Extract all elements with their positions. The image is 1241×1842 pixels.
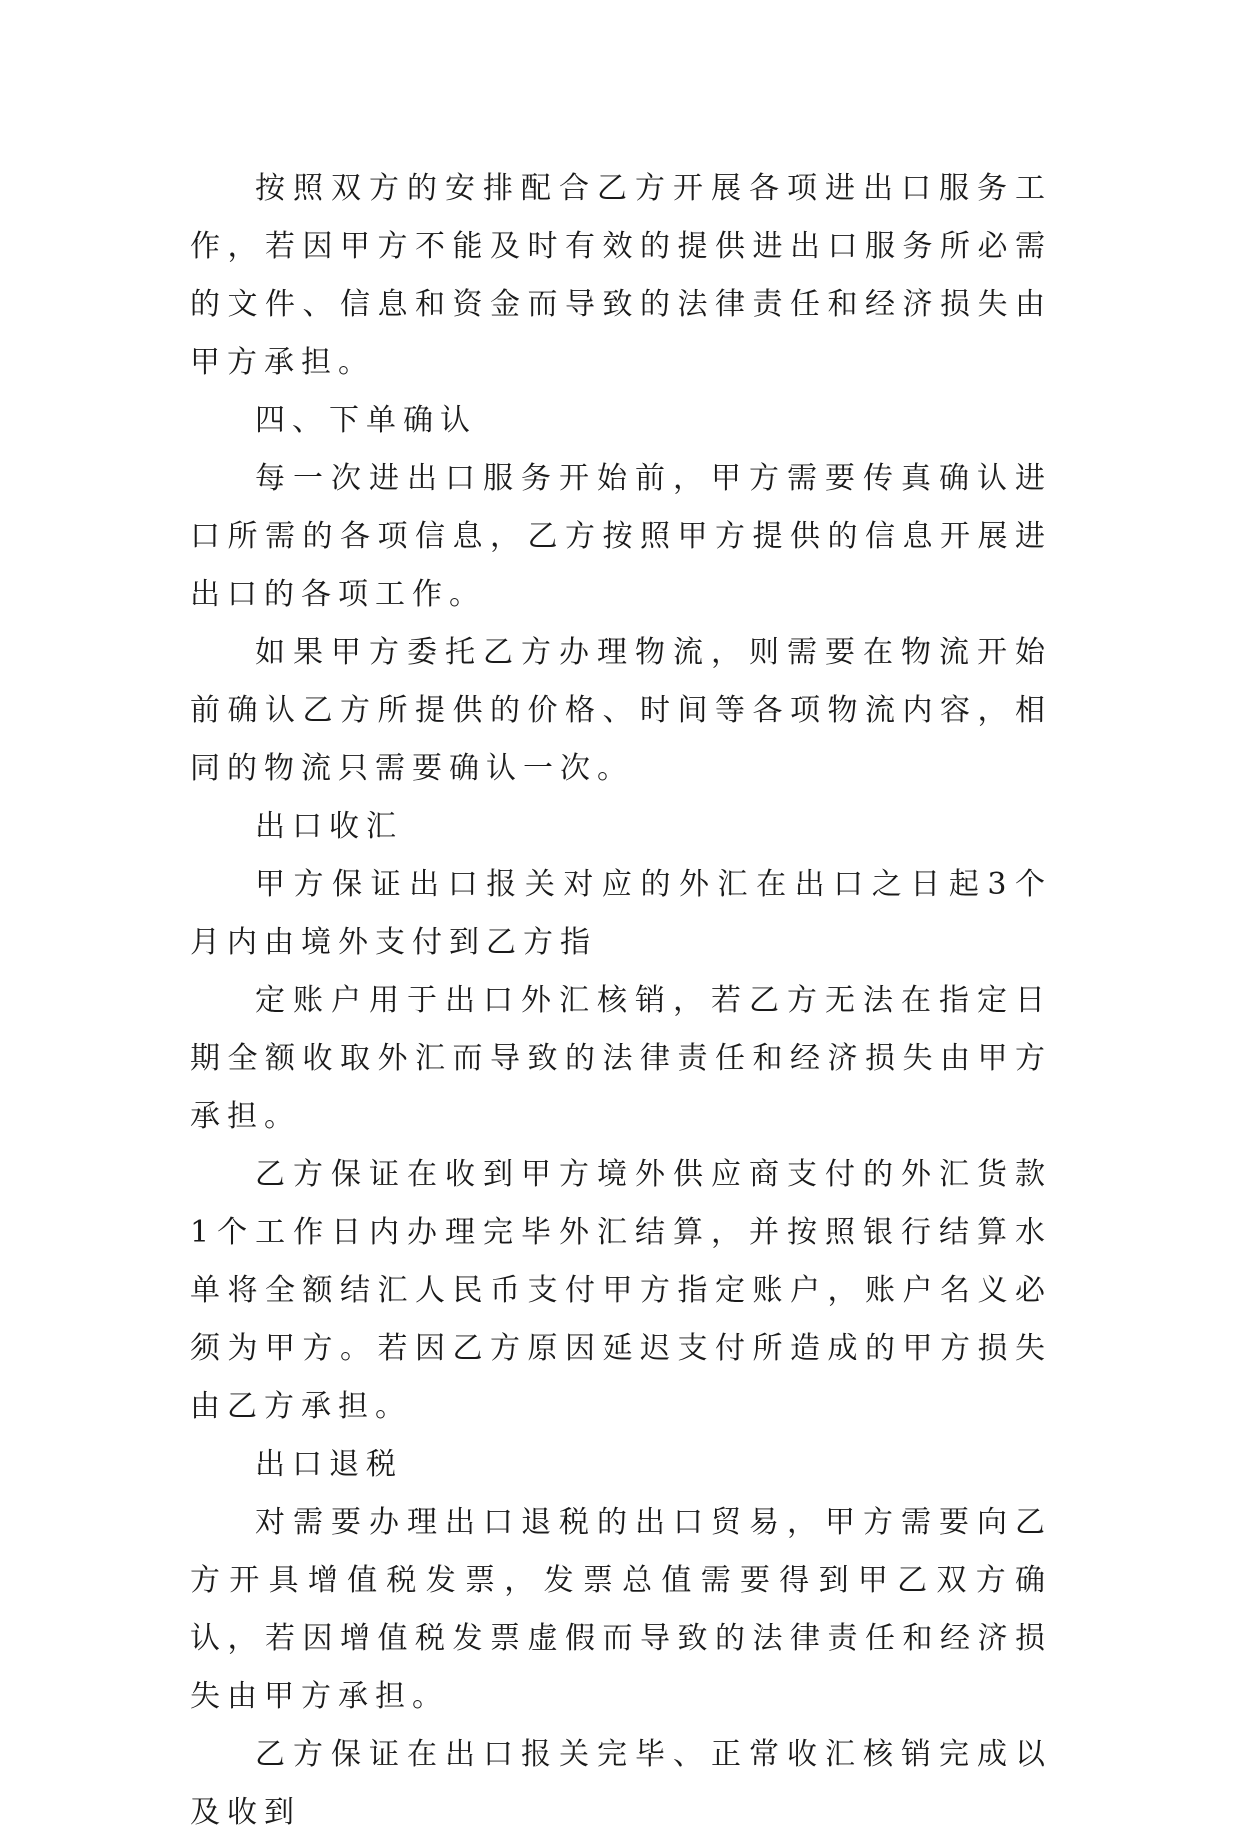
paragraph-foreign-exchange-guarantee: 甲方保证出口报关对应的外汇在出口之日起3个月内由境外支付到乙方指 [190, 867, 1052, 960]
paragraph-rebate-guarantee: 乙方保证在出口报关完毕、正常收汇核销完成以及收到 [190, 1737, 1052, 1830]
paragraph-logistics-confirmation: 如果甲方委托乙方办理物流，则需要在物流开始前确认乙方所提供的价格、时间等各项物流内容，相同的物流只需要确认一次。 [190, 635, 1052, 786]
heading-export-collection: 出口收汇 [255, 809, 403, 844]
paragraph-account-verification: 定账户用于出口外汇核销，若乙方无法在指定日期全额收取外汇而导致的法律责任和经济损失由甲方承担。 [190, 983, 1052, 1134]
heading-order-confirmation: 四、下单确认 [255, 403, 477, 438]
paragraph-settlement-guarantee: 乙方保证在收到甲方境外供应商支付的外汇货款1个工作日内办理完毕外汇结算，并按照银行结算水单将全额结汇人民币支付甲方指定账户，账户名义必须为甲方。若因乙方原因延迟支付所造成的甲方损失由乙方承担。 [190, 1157, 1052, 1424]
paragraph-cooperation: 按照双方的安排配合乙方开展各项进出口服务工作，若因甲方不能及时有效的提供进出口服务所必需的文件、信息和资金而导致的法律责任和经济损失由甲方承担。 [190, 171, 1052, 380]
paragraph-vat-invoice: 对需要办理出口退税的出口贸易，甲方需要向乙方开具增值税发票，发票总值需要得到甲乙双方确认，若因增值税发票虚假而导致的法律责任和经济损失由甲方承担。 [190, 1505, 1052, 1714]
document-body [190, 160, 1052, 1842]
heading-export-tax-rebate: 出口退税 [255, 1447, 403, 1482]
paragraph-fax-confirmation: 每一次进出口服务开始前，甲方需要传真确认进口所需的各项信息，乙方按照甲方提供的信息开展进出口的各项工作。 [190, 461, 1052, 612]
